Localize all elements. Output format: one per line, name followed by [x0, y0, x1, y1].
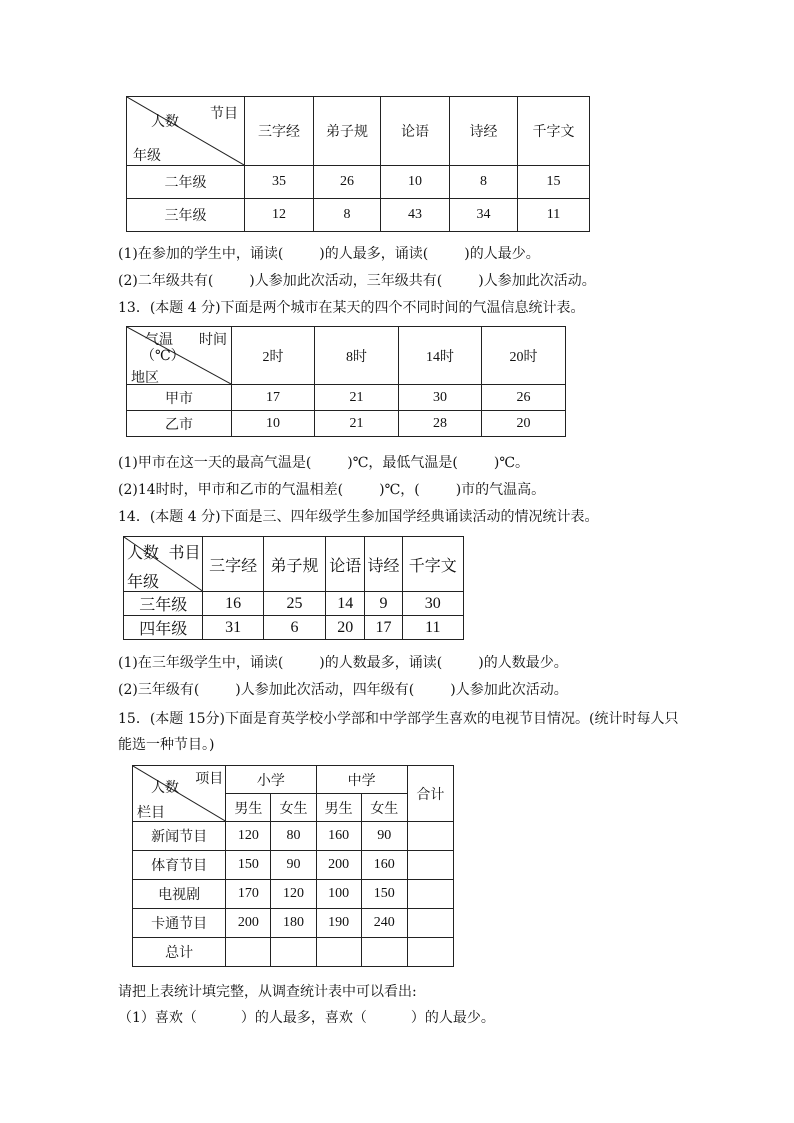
question-14-title: 14．(本题 4 分)下面是三、四年级学生参加国学经典诵读活动的情况统计表。 [118, 509, 599, 525]
total-cell-blank[interactable] [407, 880, 453, 909]
question-15-instruction: 请把上表统计填完整，从调查统计表中可以看出: [118, 984, 417, 1000]
table-tv-programs [132, 765, 454, 967]
column-header: 千字文 [402, 537, 463, 592]
subheader-boys: 男生 [226, 794, 271, 822]
corner-label-unit: （℃） [141, 348, 185, 364]
corner-label-count: 人数 [127, 543, 160, 562]
question-15-title-line-2: 能选一种节目。) [118, 737, 215, 753]
corner-label-time: 时间 [199, 332, 227, 348]
question-13-part-2: (2)14时时，甲市和乙市的气温相差( )℃，( )市的气温高。 [118, 482, 546, 498]
table-cell: 120 [226, 822, 271, 851]
table-cell: 160 [361, 851, 407, 880]
table-cell: 8 [450, 166, 518, 199]
table-row [127, 411, 566, 437]
corner-label-program: 栏目 [137, 805, 165, 821]
corner-label-program: 节目 [210, 106, 238, 122]
table-cell: 170 [226, 880, 271, 909]
column-header: 论语 [326, 537, 365, 592]
table-cell: 120 [271, 880, 316, 909]
table-cell: 31 [203, 616, 263, 640]
corner-label-grade: 年级 [133, 148, 161, 164]
corner-label-region: 地区 [131, 370, 159, 386]
table-row [127, 385, 566, 411]
table-cell: 14 [326, 592, 365, 616]
column-header: 2时 [232, 327, 315, 385]
subheader-boys: 男生 [316, 794, 361, 822]
table-reading-grades-3-4 [123, 536, 464, 640]
table-row [133, 909, 454, 938]
total-cell-blank[interactable] [407, 822, 453, 851]
table-cell: 6 [263, 616, 325, 640]
row-label: 三年级 [124, 592, 203, 616]
total-column-header: 合计 [407, 766, 453, 822]
table-row [127, 199, 590, 232]
table-cell: 17 [232, 385, 315, 411]
table-row-total [133, 938, 454, 967]
row-label: 新闻节目 [133, 822, 226, 851]
table-row [124, 592, 464, 616]
table-cell: 10 [381, 166, 450, 199]
table-cell: 100 [316, 880, 361, 909]
table-row [124, 616, 464, 640]
table-cell: 30 [402, 592, 463, 616]
table-cell: 28 [399, 411, 482, 437]
total-cell-blank[interactable] [271, 938, 316, 967]
table-cell: 20 [482, 411, 566, 437]
total-cell-blank[interactable] [316, 938, 361, 967]
total-cell-blank[interactable] [361, 938, 407, 967]
table-cell: 30 [399, 385, 482, 411]
table-cell: 16 [203, 592, 263, 616]
table-row [127, 166, 590, 199]
column-header: 三字经 [203, 537, 263, 592]
column-header: 20时 [482, 327, 566, 385]
table-cell: 11 [518, 199, 590, 232]
column-header: 14时 [399, 327, 482, 385]
table-row [133, 880, 454, 909]
table-cell: 90 [361, 822, 407, 851]
row-label: 体育节目 [133, 851, 226, 880]
table-cell: 15 [518, 166, 590, 199]
table-cell: 17 [365, 616, 402, 640]
row-label: 电视剧 [133, 880, 226, 909]
table-cell: 35 [245, 166, 314, 199]
group-header-primary: 小学 [226, 766, 316, 794]
question-13-part-1: (1)甲市在这一天的最高气温是( )℃，最低气温是( )℃。 [118, 455, 530, 471]
total-cell-blank[interactable] [226, 938, 271, 967]
table-cell: 240 [361, 909, 407, 938]
table-temperature [126, 326, 566, 437]
table-cell: 21 [315, 385, 399, 411]
column-header: 诗经 [365, 537, 402, 592]
table-cell: 21 [315, 411, 399, 437]
table-cell: 9 [365, 592, 402, 616]
table-cell: 43 [381, 199, 450, 232]
row-label: 四年级 [124, 616, 203, 640]
corner-label-count: 人数 [151, 114, 179, 130]
table-row [133, 851, 454, 880]
table-cell: 26 [482, 385, 566, 411]
table-cell: 10 [232, 411, 315, 437]
table-cell: 90 [271, 851, 316, 880]
question-13-title: 13．(本题 4 分)下面是两个城市在某天的四个不同时间的气温信息统计表。 [118, 300, 585, 316]
table-cell: 12 [245, 199, 314, 232]
subheader-girls: 女生 [361, 794, 407, 822]
table-cell: 34 [450, 199, 518, 232]
table-cell: 190 [316, 909, 361, 938]
group-header-middle: 中学 [316, 766, 407, 794]
row-label: 三年级 [127, 199, 245, 232]
question-14-part-2: (2)三年级有( )人参加此次活动，四年级有( )人参加此次活动。 [118, 682, 568, 698]
column-header: 千字文 [518, 97, 590, 166]
corner-label-grade: 年级 [127, 572, 160, 591]
table-cell: 150 [361, 880, 407, 909]
question-14-part-1: (1)在三年级学生中，诵读( )的人数最多，诵读( )的人数最少。 [118, 655, 568, 671]
question-12-part-1: (1)在参加的学生中，诵读( )的人最多，诵读( )的人最少。 [118, 246, 540, 262]
total-cell-blank[interactable] [407, 851, 453, 880]
row-label: 乙市 [127, 411, 232, 437]
table-cell: 200 [226, 909, 271, 938]
table-cell: 200 [316, 851, 361, 880]
table-reading-grades-2-3 [126, 96, 590, 232]
table-cell: 150 [226, 851, 271, 880]
table-corner-header [133, 766, 226, 822]
table-cell: 160 [316, 822, 361, 851]
table-cell: 20 [326, 616, 365, 640]
table-corner-header [127, 327, 232, 385]
total-cell-blank[interactable] [407, 909, 453, 938]
column-header: 诗经 [450, 97, 518, 166]
corner-label-book: 书目 [168, 543, 201, 562]
table-corner-header [124, 537, 203, 592]
corner-label-item: 项目 [195, 771, 224, 787]
total-cell-blank[interactable] [407, 938, 453, 967]
column-header: 弟子规 [314, 97, 381, 166]
column-header: 8时 [315, 327, 399, 385]
row-label-total: 总计 [133, 938, 226, 967]
question-15-part-1: （1）喜欢（ ）的人最多，喜欢（ ）的人最少。 [118, 1010, 495, 1026]
column-header: 弟子规 [263, 537, 325, 592]
subheader-girls: 女生 [271, 794, 316, 822]
table-cell: 11 [402, 616, 463, 640]
table-cell: 8 [314, 199, 381, 232]
table-corner-header [127, 97, 245, 166]
column-header: 三字经 [245, 97, 314, 166]
question-12-part-2: (2)二年级共有( )人参加此次活动，三年级共有( )人参加此次活动。 [118, 273, 596, 289]
table-cell: 80 [271, 822, 316, 851]
table-cell: 180 [271, 909, 316, 938]
table-cell: 25 [263, 592, 325, 616]
row-label: 二年级 [127, 166, 245, 199]
column-header: 论语 [381, 97, 450, 166]
corner-label-temperature: 气温 [145, 332, 173, 348]
table-cell: 26 [314, 166, 381, 199]
corner-label-count: 人数 [151, 780, 179, 796]
table-row [133, 822, 454, 851]
row-label: 卡通节目 [133, 909, 226, 938]
question-15-title-line-1: 15．(本题 15分)下面是育英学校小学部和中学部学生喜欢的电视节目情况。(统计时每人只 [118, 711, 679, 727]
row-label: 甲市 [127, 385, 232, 411]
